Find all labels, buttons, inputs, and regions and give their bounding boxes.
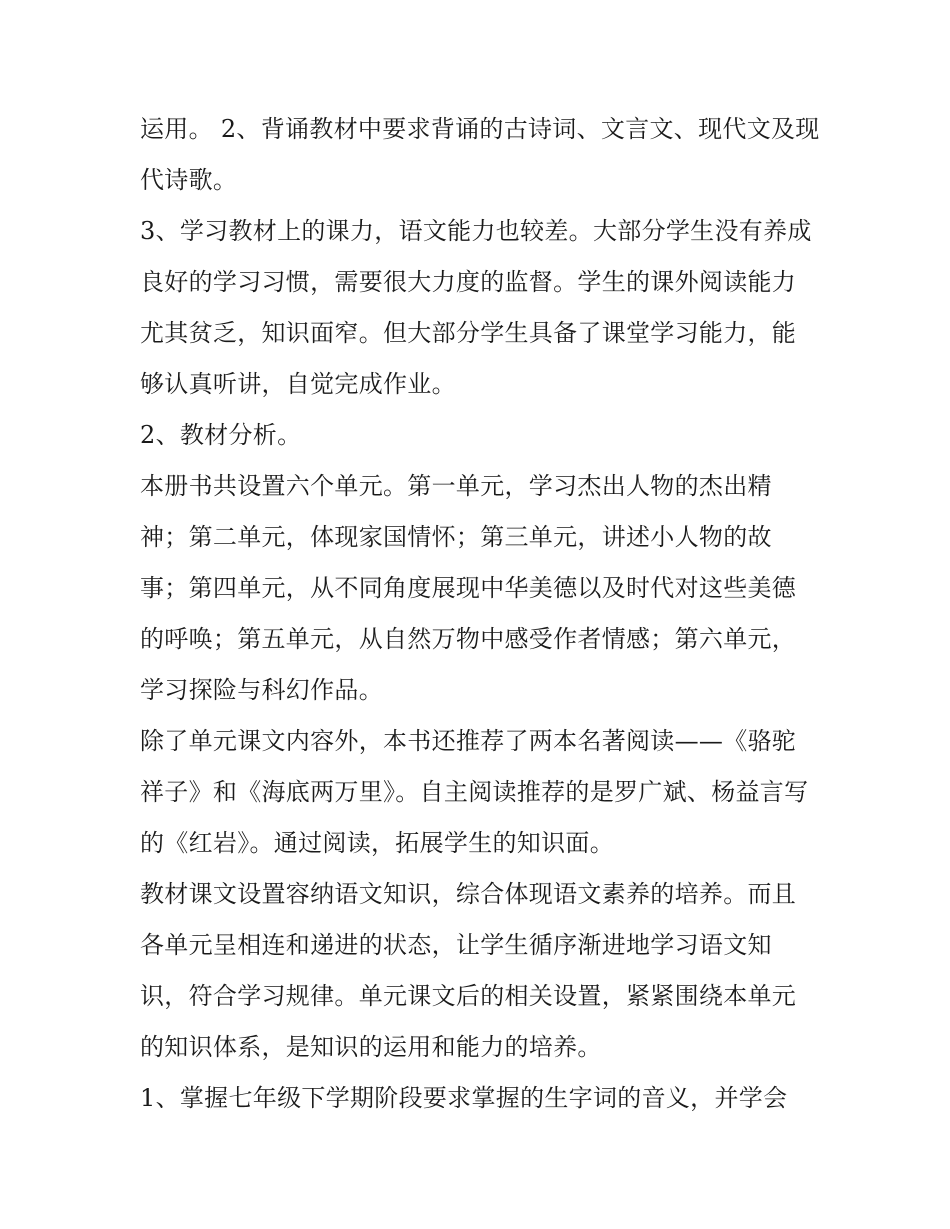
paragraph-textbook-structure: 教材课文设置容纳语文知识，综合体现语文素养的培养。而且各单元呈相连和递进的状态，让学生循序渐进地学习语文知识，符合学习规律。单元课文后的相关设置，紧紧围绕本单元的知识体系，是知识的运用和能力的培养。 [140,880,797,1061]
paragraph-reading-recommendations: 除了单元课文内容外，本书还推荐了两本名著阅读——《骆驼祥子》和《海底两万里》。自主阅读推荐的是罗广斌、杨益言写的《红岩》。通过阅读，拓展学生的知识面。 [140,727,809,857]
document-body [140,104,820,1124]
paragraph-units-overview: 本册书共设置六个单元。第一单元，学习杰出人物的杰出精神；第二单元，体现家国情怀；第三单元，讲述小人物的故事；第四单元，从不同角度展现中华美德以及时代对这些美德的呼唤；第五单元，从自然万物中感受作者情感；第六单元，学习探险与科幻作品。 [140,472,797,704]
section-heading-textbook-analysis: 2、教材分析。 [140,421,302,449]
paragraph-goal-vocabulary: 1、掌握七年级下学期阶段要求掌握的生字词的音义，并学会 [140,1084,788,1112]
paragraph-student-analysis: 3、学习教材上的课力，语文能力也较差。大部分学生没有养成良好的学习习惯，需要很大力度的监督。学生的课外阅读能力尤其贫乏，知识面窄。但大部分学生具备了课堂学习能力，能够认真听讲，自觉完成作业。 [140,217,812,398]
paragraph-recitation: 运用。 2、背诵教材中要求背诵的古诗词、文言文、现代文及现代诗歌。 [140,115,820,194]
